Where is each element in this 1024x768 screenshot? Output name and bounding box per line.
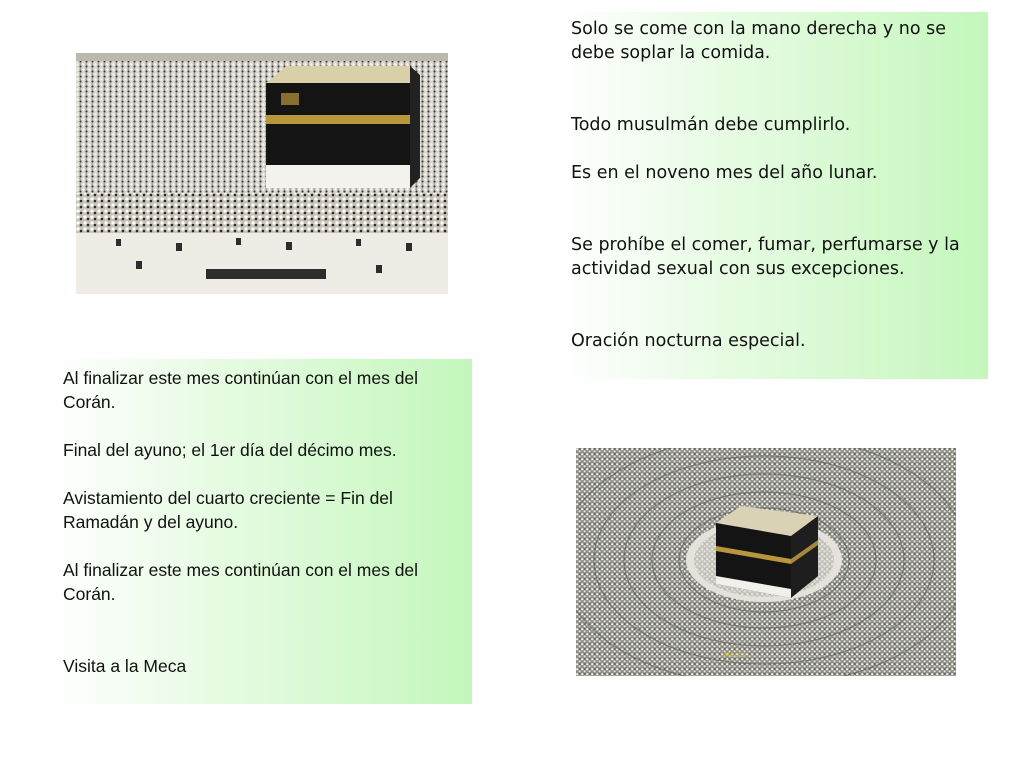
- left-paragraph-4: Al finalizar este mes continúan con el mes del Corán.: [63, 560, 419, 604]
- left-paragraph-3: Avistamiento del cuarto creciente = Fin del Ramadán y del ayuno.: [63, 488, 393, 532]
- right-paragraph-1: Solo se come con la mano derecha y no se debe soplar la comida.: [571, 19, 946, 63]
- right-text-box: [561, 12, 988, 379]
- right-paragraph-5: Oración nocturna especial.: [571, 331, 806, 351]
- left-paragraph-1: Al finalizar este mes continúan con el mes del Corán.: [63, 368, 419, 412]
- left-text-box: [52, 359, 472, 704]
- right-paragraph-2: Todo musulmán debe cumplirlo.: [571, 115, 851, 135]
- right-paragraph-3: Es en el noveno mes del año lunar.: [571, 163, 878, 183]
- kaaba-crowd-photo: [76, 53, 448, 294]
- right-paragraph-4: Se prohíbe el comer, fumar, perfumarse y la actividad sexual con sus excepciones.: [571, 235, 960, 279]
- left-paragraph-5: Visita a la Meca: [63, 656, 187, 676]
- left-paragraph-2: Final del ayuno; el 1er día del décimo mes.: [63, 440, 397, 460]
- photo-caption: Mecca: [724, 651, 747, 659]
- kaaba-aerial-photo: [576, 448, 956, 676]
